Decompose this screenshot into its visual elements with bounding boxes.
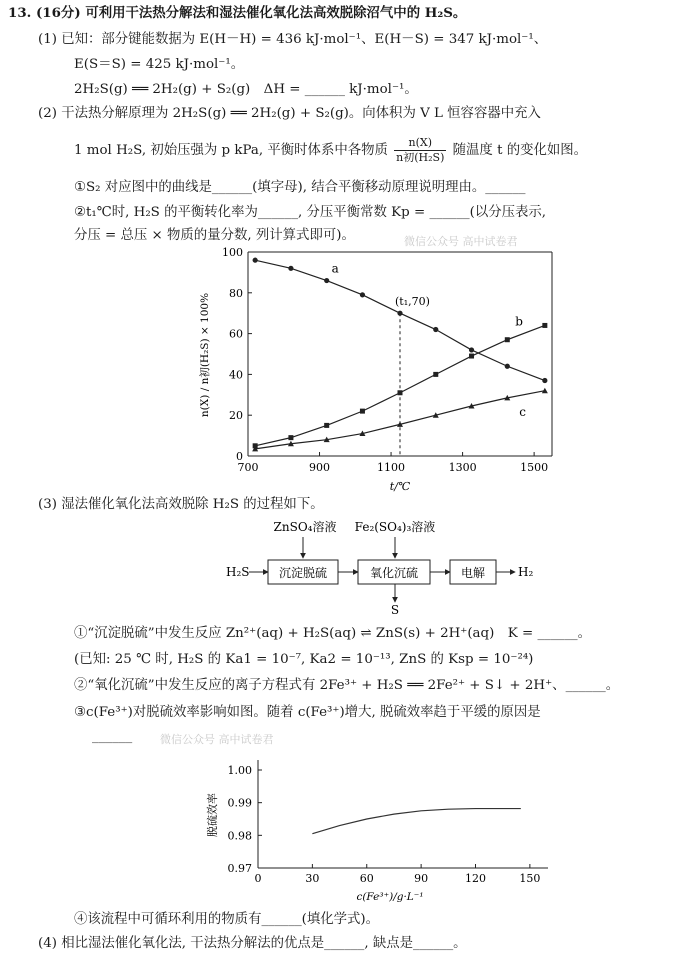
data-point-a: [433, 327, 438, 332]
data-point-b: [324, 423, 329, 428]
x-tick-label: 30: [305, 872, 320, 885]
chart1-y-label: n(X) / n初(H₂S) × 100%: [199, 292, 211, 418]
q2-2: ②t₁℃时, H₂S 的平衡转化率为______, 分压平衡常数 Kp = ______(以分压表示,: [74, 205, 547, 220]
question-header: 13. (16分) 可利用干法热分解法和湿法催化氧化法高效脱除沼气中的 H₂S。: [8, 5, 467, 21]
data-point-c: [542, 388, 548, 394]
ratio-fraction: [394, 136, 446, 165]
product-label: H₂: [518, 565, 534, 579]
part1-bond-energy: E(S＝S) = 425 kJ·mol⁻¹。: [74, 57, 245, 72]
q3-1-note: (已知: 25 ℃ 时, H₂S 的 Ka1 = 10⁻⁷, Ka2 = 10⁻¹³, ZnS 的 Ksp = 10⁻²⁴): [74, 652, 534, 667]
x-tick-label: 60: [359, 872, 374, 885]
box-oxidation-label: 氧化沉硫: [369, 566, 419, 580]
x-tick-label: 700: [237, 461, 259, 474]
byproduct-label: S: [390, 603, 400, 617]
data-point-a: [324, 278, 329, 283]
data-point-a: [288, 266, 293, 271]
part2-intro: (2) 干法热分解原理为 2H₂S(g) ══ 2H₂(g) + S₂(g)。向体积为 V L 恒容容器中充入: [38, 106, 541, 121]
data-point-b: [505, 337, 510, 342]
part1-intro: (1) 已知：部分键能数据为 E(H－H) = 436 kJ·mol⁻¹、E(H－S) = 347 kJ·mol⁻¹、: [38, 32, 548, 47]
y-tick-label: 0: [236, 450, 243, 463]
y-tick-label: 0.99: [227, 796, 252, 810]
chart2-y-label: 脱硫效率: [206, 793, 219, 837]
part2-text-b: 随温度 t 的变化如图。: [452, 143, 588, 158]
q3-2: ②“氧化沉硫”中发生反应的离子方程式有 2Fe³⁺ + H₂S ══ 2Fe²⁺ + S↓ + 2H⁺、______。: [74, 678, 620, 693]
data-point-a: [253, 258, 258, 263]
part2-fraction-line: [74, 136, 587, 165]
watermark-2: 微信公众号 高中试卷君: [160, 733, 274, 746]
data-point-a: [360, 292, 365, 297]
data-point-b: [288, 435, 293, 440]
temperature-chart: [185, 240, 565, 495]
part4: (4) 相比湿法催化氧化法, 干法热分解法的优点是______, 缺点是______。: [38, 936, 467, 951]
x-tick-label: 1100: [377, 461, 406, 474]
chart2-x-label: c(Fe³⁺)/g·L⁻¹: [356, 891, 424, 903]
y-tick-label: 80: [229, 286, 243, 300]
part1-equation: 2H₂S(g) ══ 2H₂(g) + S₂(g) ΔH = ______ kJ·mol⁻¹。: [74, 82, 418, 97]
feed-label: H₂S: [226, 565, 250, 579]
x-tick-label: 1500: [520, 461, 549, 474]
chart1-x-label: t/℃: [389, 480, 411, 493]
q3-3: ③c(Fe³⁺)对脱硫效率影响如图。随着 c(Fe³⁺)增大, 脱硫效率趋于平缓的原因是: [74, 705, 541, 720]
efficiency-chart: [200, 752, 560, 912]
y-tick-label: 1.00: [227, 764, 252, 777]
q3-4: ④该流程中可循环利用的物质有______(填化学式)。: [74, 912, 380, 927]
x-tick-label: 900: [309, 461, 331, 474]
data-point-b: [433, 372, 438, 377]
x-tick-label: 1300: [448, 461, 477, 474]
part2-text-a: 1 mol H₂S, 初始压强为 p kPa, 平衡时体系中各物质: [74, 143, 388, 158]
x-tick-label: 0: [254, 872, 262, 885]
efficiency-curve: [312, 809, 520, 834]
q3-3-blank: ______: [92, 729, 133, 744]
data-point-b: [360, 409, 365, 414]
iron-sulfate-label: Fe₂(SO₄)₃溶液: [354, 520, 436, 534]
fraction-denominator: n初(H₂S): [396, 151, 445, 164]
fraction-numerator: n(X): [394, 136, 446, 151]
watermark-1: 微信公众号 高中试卷君: [404, 235, 518, 248]
part3-intro: (3) 湿法催化氧化法高效脱除 H₂S 的过程如下。: [38, 497, 324, 512]
zinc-sulfate-label: ZnSO₄溶液: [273, 520, 337, 534]
y-tick-label: 0.97: [227, 862, 252, 875]
data-point-a: [542, 378, 547, 383]
x-tick-label: 150: [519, 872, 541, 885]
data-point-b: [469, 354, 474, 359]
q2-1: ①S₂ 对应图中的曲线是______(填字母), 结合平衡移动原理说明理由。______: [74, 180, 526, 195]
x-tick-label: 120: [465, 872, 486, 885]
q2-2-note: 分压 = 总压 × 物质的量分数, 列计算式即可)。: [74, 228, 355, 243]
series-label-a: a: [331, 261, 339, 276]
y-tick-label: 100: [222, 246, 243, 259]
x-tick-label: 90: [414, 872, 429, 885]
data-point-a: [505, 364, 510, 369]
y-tick-label: 0.98: [227, 829, 252, 843]
box-precipitation-label: 沉淀脱硫: [278, 566, 328, 580]
box-electrolysis-label: 电解: [460, 566, 486, 580]
series-label-c: c: [519, 404, 527, 419]
data-point-b: [542, 323, 547, 328]
series-label-b: b: [515, 314, 523, 329]
t1-annotation: (t₁,70): [395, 295, 430, 309]
y-tick-label: 60: [229, 327, 243, 341]
y-tick-label: 40: [229, 368, 243, 382]
data-point-a: [469, 347, 474, 352]
process-flow-diagram: [210, 512, 540, 617]
q3-1: ①“沉淀脱硫”中发生反应 Zn²⁺(aq) + H₂S(aq) ⇌ ZnS(s) + 2H⁺(aq) K = ______。: [74, 626, 592, 641]
y-tick-label: 20: [229, 409, 243, 423]
